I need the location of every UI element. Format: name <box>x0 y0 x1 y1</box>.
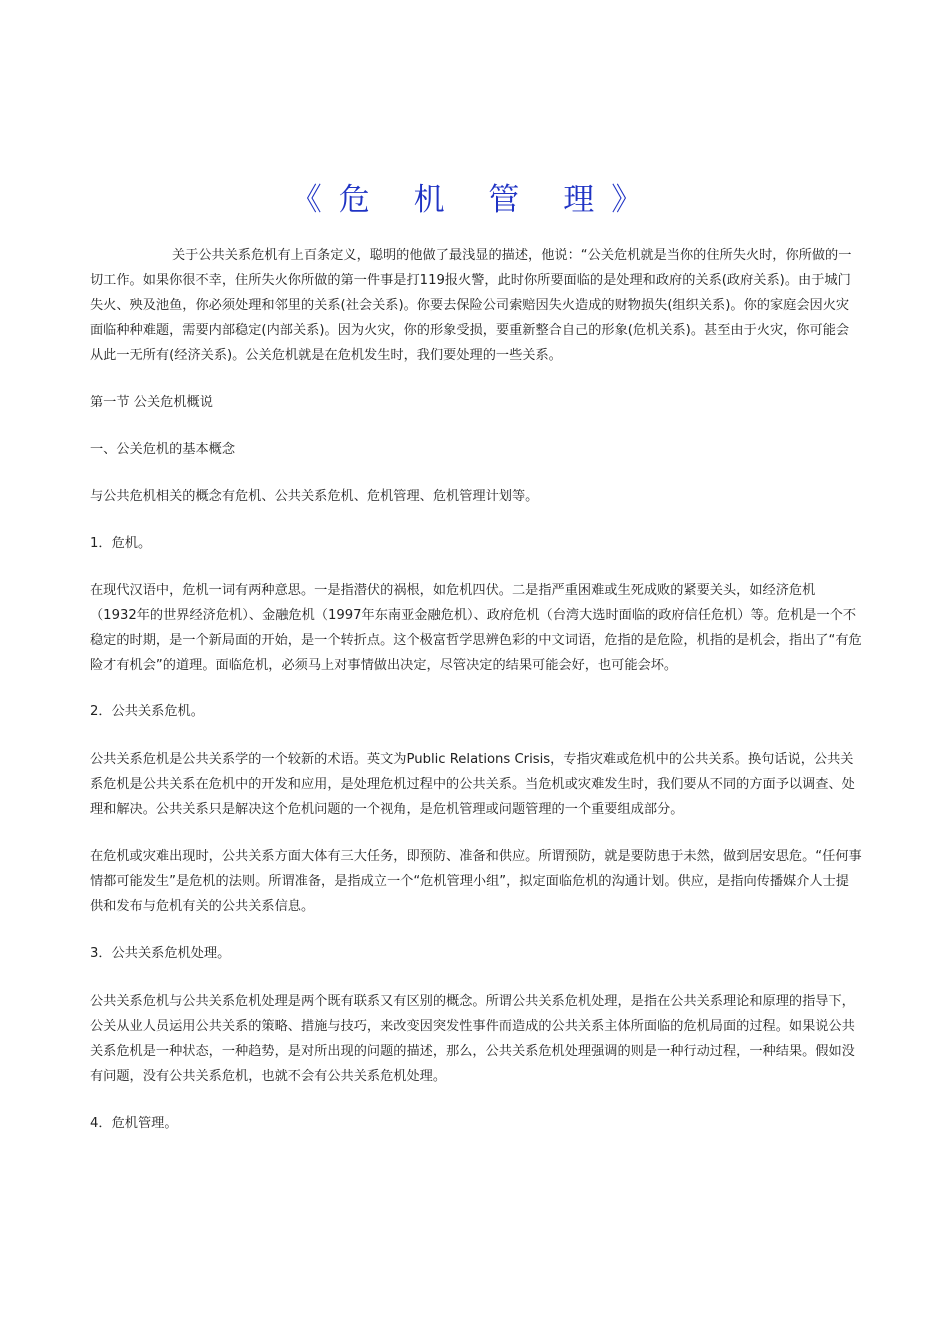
document-title: 《危 机 管 理》 <box>290 182 660 218</box>
item3-paragraph: 公共关系危机与公共关系危机处理是两个既有联系又有区别的概念。所谓公共关系危机处理，是指在公共关系理论和原理的指导下，公关从业人员运用公共关系的策略、措施与技巧，来改变因突发性事件而造成的公共关系主体所面临的危机局面的过程。如果说公共关系危机是一种状态，一种趋势，是对所出现的问题的描述，那么，公共关系危机处理强调的则是一种行动过程，一种结果。假如没有问题，没有公共关系危机，也就不会有公共关系危机处理。 <box>90 994 855 1084</box>
item2-paragraph-b: 在危机或灾难出现时，公共关系方面大体有三大任务，即预防、准备和供应。所谓预防，就是要防患于未然，做到居安思危。“任何事情都可能发生”是危机的法则。所谓准备，是指成立一个“危机管理小组”，拟定面临危机的沟通计划。供应，是指向传播媒介人士提供和发布与危机有关的公共关系信息。 <box>90 849 862 914</box>
item3-heading: 3．公共关系危机处理。 <box>90 946 231 961</box>
intro-paragraph: 关于公共关系危机有上百条定义，聪明的他做了最浅显的描述，他说：“公关危机就是当你的住所失火时，你所做的一切工作。如果你很不幸，住所失火你所做的第一件事是打119报火警，此时你所要面临的是处理和政府的关系(政府关系)。由于城门失火、殃及池鱼，你必须处理和邻里的关系(社会关系)。你要去保险公司索赔因失火造成的财物损失(组织关系)。你的家庭会因火灾面临种种难题，需要内部稳定(内部关系)。因为火灾，你的形象受损，要重新整合自己的形象(危机关系)。甚至由于火灾，你可能会从此一无所有(经济关系)。公关危机就是在危机发生时，我们要处理的一些关系。 <box>90 248 852 363</box>
concepts-intro-paragraph: 与公共危机相关的概念有危机、公共关系危机、危机管理、危机管理计划等。 <box>90 489 539 504</box>
item2-paragraph-a: 公共关系危机是公共关系学的一个较新的术语。英文为Public Relations Crisis，专指灾难或危机中的公共关系。换句话说，公共关系危机是公共关系在危机中的开发和应用，是处理危机过程中的公共关系。当危机或灾难发生时，我们要从不同的方面予以调查、处理和解决。公共关系只是解决这个危机问题的一个视角，是危机管理或问题管理的一个重要组成部分。 <box>90 752 855 817</box>
subsection-heading: 一、公关危机的基本概念 <box>90 442 236 457</box>
item4-heading: 4．危机管理。 <box>90 1116 178 1131</box>
section-heading: 第一节 公关危机概说 <box>90 395 213 410</box>
document-body <box>90 243 862 1136</box>
item1-heading: 1．危机。 <box>90 536 152 551</box>
item1-paragraph: 在现代汉语中，危机一词有两种意思。一是指潜伏的祸根，如危机四伏。二是指严重困难或生死成败的紧要关头，如经济危机（1932年的世界经济危机）、金融危机（1997年东南亚金融危机）、政府危机（台湾大选时面临的政府信任危机）等。危机是一个不稳定的时期，是一个新局面的开始，是一个转折点。这个极富哲学思辨色彩的中文词语，危指的是危险，机指的是机会，指出了“有危险才有机会”的道理。面临危机，必须马上对事情做出决定，尽管决定的结果可能会好，也可能会坏。 <box>90 583 862 673</box>
item2-heading: 2．公共关系危机。 <box>90 704 204 719</box>
